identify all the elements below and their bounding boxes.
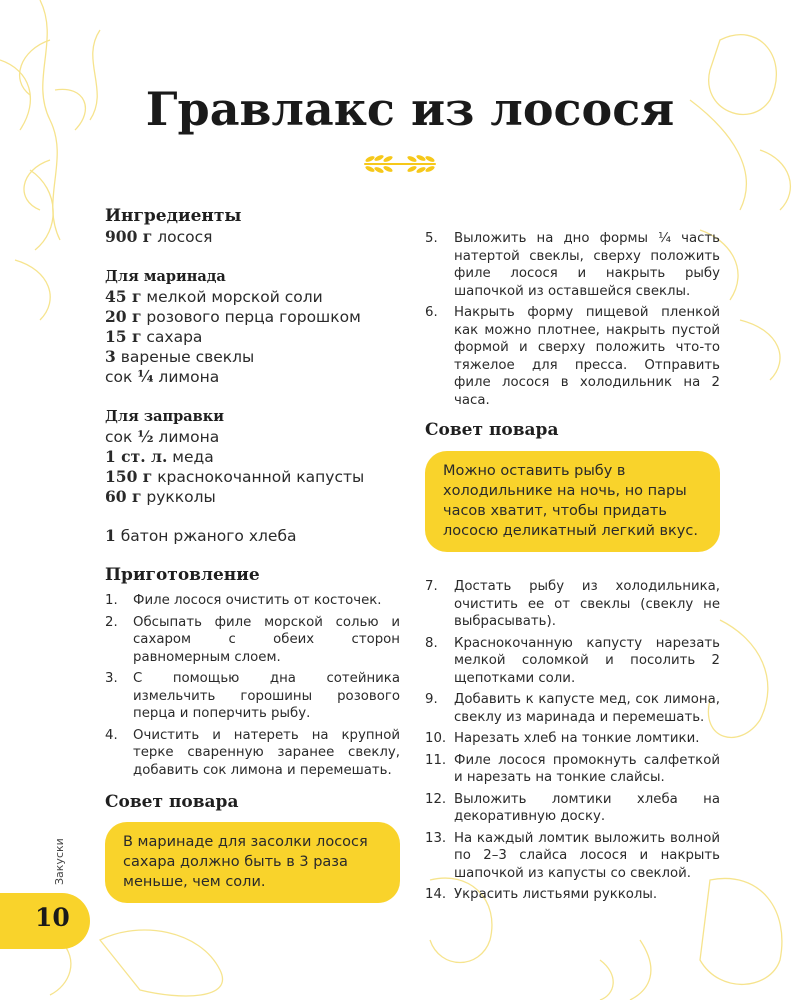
method-heading: Приготовление [105,565,260,585]
dressing-heading: Для заправки [105,408,224,425]
dressing-item: сок ½ лимона [105,427,220,446]
step-item: 5. Выложить на дно формы ¼ часть натертой свеклы, сверху положить филе лосося и накрыть рыбу шапочкой из оставшейся свеклы. [425,231,720,299]
ingredient-amount: 900 г [105,227,153,246]
ingredient-name: лосося [157,228,213,246]
dressing-item: 150 г краснокочанной капусты [105,467,365,486]
marinade-item: 20 г розового перца горошком [105,307,361,326]
marinade-heading: Для маринада [105,268,226,285]
steps-list-left [105,592,400,779]
step-item: 4. Очистить и натереть на крупной терке сваренную заранее свеклу, добавить сок лимона и перемешать. [105,727,400,778]
page-number: 10 [35,903,70,932]
step-item: 10. Нарезать хлеб на тонкие ломтики. [425,731,700,746]
section-label: Закуски [53,838,66,885]
left-column [105,205,400,903]
steps-list-right-top [425,230,720,409]
step-item: 14. Украсить листьями рукколы. [425,887,658,902]
wheat-ornament-icon [360,148,440,180]
step-item: 3. С помощью дна сотейника измельчить горошины розового перца и поперчить рыбу. [105,671,400,721]
marinade-item: 45 г мелкой морской соли [105,287,323,306]
step-item: 2. Обсыпать филе морской солью и сахаром с обеих сторон равномерным слоем. [105,614,400,665]
steps-list-right-bottom [425,578,720,904]
step-item: 12. Выложить ломтики хлеба на декоративную доску. [425,791,720,824]
ingredient-bread: 1 батон ржаного хлеба [105,526,297,545]
step-item: 7. Достать рыбу из холодильника, очистить ее от свеклы (свеклу не выбрасывать). [425,579,720,629]
dressing-item: 60 г рукколы [105,487,216,506]
right-column [425,230,720,908]
ingredient-main [105,227,400,247]
step-item: 6. Накрыть форму пищевой пленкой как можно плотнее, накрыть пустой формой и сверху положить что-то тяжелое для пресса. Отправить филе лосося в холодильник на 2 часа. [425,305,720,408]
recipe-title: Гравлакс из лосося [145,82,675,136]
ingredients-heading: Ингредиенты [105,206,242,226]
tip-heading-right: Совет повара [425,420,559,440]
step-item: 9. Добавить к капусте мед, сок лимона, свеклу из маринада и перемешать. [425,692,720,725]
tip-box-left: В маринаде для засолки лосося сахара должно быть в 3 раза меньше, чем соли. [105,822,400,903]
step-item: 8. Краснокочанную капусту нарезать мелкой соломкой и посолить 2 щепотками соли. [425,635,720,686]
tip-heading-left: Совет повара [105,792,239,812]
step-item: 1. Филе лосося очистить от косточек. [105,593,382,608]
marinade-item: 3 вареные свеклы [105,347,255,366]
dressing-item: 1 ст. л. меда [105,447,214,466]
step-item: 13. На каждый ломтик выложить волной по 2–3 слайса лосося и накрыть шапочкой из капусты со свеклой. [425,830,720,881]
tip-box-right: Можно оставить рыбу в холодильнике на ночь, но пары часов хватит, чтобы придать лососю деликатный легкий вкус. [425,451,720,552]
marinade-item: сок ¼ лимона [105,367,220,386]
marinade-item: 15 г сахара [105,327,203,346]
step-item: 11. Филе лосося промокнуть салфеткой и нарезать на тонкие слайсы. [425,752,720,785]
